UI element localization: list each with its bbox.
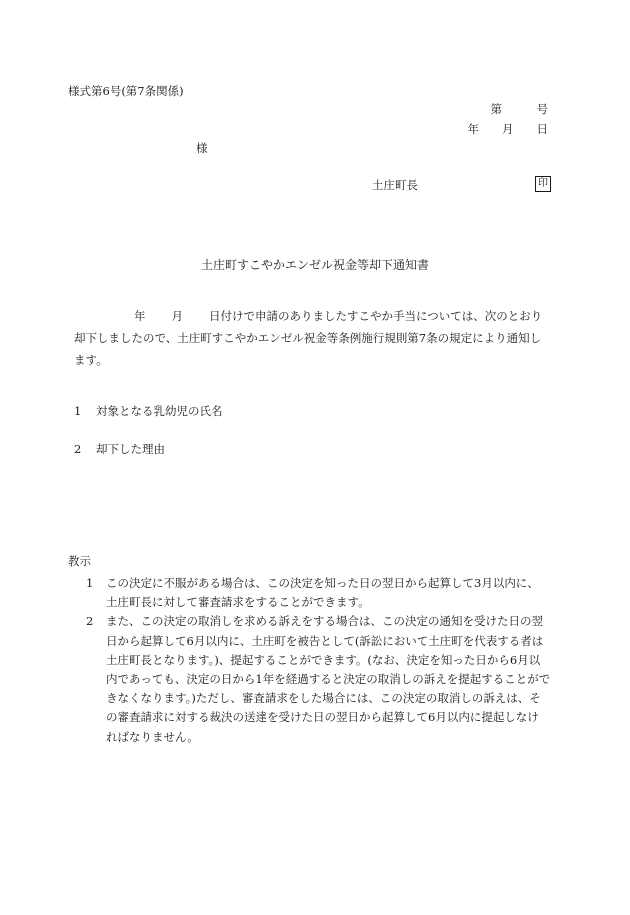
instruction-line: 土庄町長に対して審査請求をすることができます。	[106, 595, 370, 610]
body-year-label: 年	[134, 309, 146, 323]
instruction-line: ればなりません。	[106, 729, 199, 744]
instruction-list	[86, 574, 556, 747]
body-month-label: 月	[171, 309, 183, 323]
instruction-item-1	[86, 574, 556, 612]
instruction-line: きなくなります。)ただし、審査請求をした場合には、この決定の取消しの訴えは、そ	[106, 691, 541, 706]
instruction-line: 内であっても、決定の日から1年を経過すると決定の取消しの訴えを提起することがで	[106, 672, 551, 687]
item-child-name	[74, 406, 223, 418]
body-line-3: ます。	[74, 353, 108, 367]
document-number-line: 第 号	[490, 102, 548, 116]
body-line-2: 却下しましたので、土庄町すこやかエンゼル祝金等条例施行規則第7条の規定により通知し	[74, 331, 542, 345]
item-number: 2	[74, 442, 82, 456]
form-identifier: 様式第6号(第7条関係)	[68, 84, 184, 98]
item-label: 却下した理由	[96, 442, 165, 456]
seal-mark: 印	[535, 176, 551, 192]
instruction-heading: 教示	[68, 554, 91, 568]
instruction-number: 2	[86, 614, 94, 629]
instruction-number: 1	[86, 576, 94, 590]
body-paragraph	[74, 305, 552, 371]
document-title: 土庄町すこやかエンゼル祝金等却下通知書	[200, 258, 429, 272]
item-number: 1	[74, 404, 82, 418]
body-line-1	[74, 305, 552, 327]
instruction-line: 日から起算して6月以内に、土庄町を被告として(訴訟において土庄町を代表する者は	[106, 633, 544, 648]
instruction-line: 2 また、この決定の取消しを求める訴えをする場合は、この決定の通知を受けた日の翌	[86, 612, 556, 631]
instruction-item-2	[86, 612, 556, 746]
instruction-line: 土庄町長となります。)、提起することができます。(なお、決定を知った日から6月以	[106, 652, 541, 667]
body-line-1-text: 日付けで申請のありましたすこやか手当については、次のとおり	[209, 309, 543, 323]
instruction-line: の審査請求に対する裁決の送達を受けた日の翌日から起算して6月以内に提起しなけ	[106, 710, 539, 725]
issuer-name: 土庄町長	[372, 178, 418, 192]
instruction-line: 1 この決定に不服がある場合は、この決定を知った日の翌日から起算して3月以内に、	[86, 574, 556, 593]
item-rejection-reason	[74, 444, 165, 456]
addressee-suffix: 様	[196, 141, 208, 155]
item-label: 対象となる乳幼児の氏名	[96, 404, 223, 418]
document-date-line: 年 月 日	[467, 122, 548, 136]
